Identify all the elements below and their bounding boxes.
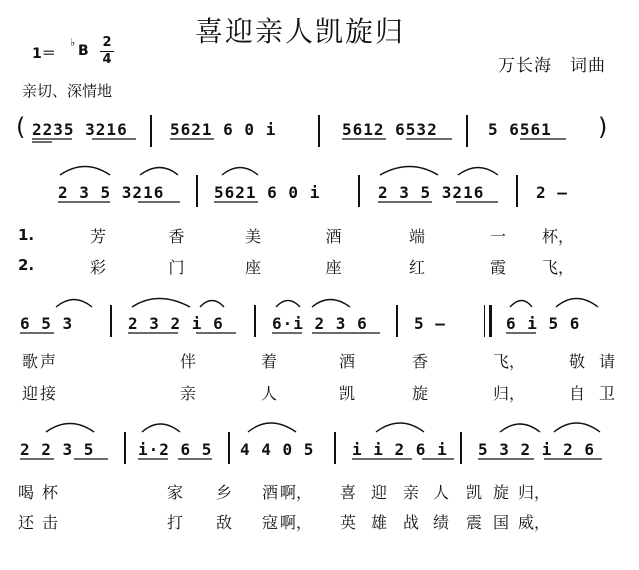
- system3-measure-2: i·2 6 5: [138, 440, 213, 459]
- slur: [140, 168, 178, 176]
- lyric-char: 伴: [179, 352, 196, 371]
- slur: [380, 167, 438, 176]
- verse-number-1: 1.: [18, 226, 35, 244]
- lyric-char: 啊，: [280, 483, 313, 502]
- key-signature-one: 1＝: [32, 46, 56, 62]
- slur: [132, 299, 190, 308]
- lyric-char: 酒: [325, 227, 342, 246]
- system3-measure-1: 2 2 3 5: [20, 440, 95, 459]
- system3-measure-4: i i 2 6 i: [352, 440, 448, 459]
- intro-measure-2: 5621 6 0 i: [170, 120, 277, 139]
- lyric-char: 飞，: [492, 352, 525, 371]
- lyric-char: 喝: [18, 483, 35, 502]
- system1-measure-4: 2 –: [536, 183, 568, 202]
- lyric-char: 接: [40, 384, 57, 403]
- lyric-char: 喜: [339, 483, 356, 502]
- lyric-char: 杯，: [541, 227, 574, 246]
- lyric-char: 座: [325, 258, 342, 277]
- slur: [222, 168, 258, 176]
- lyric-char: 请: [598, 352, 615, 371]
- lyric-char: 归，: [492, 384, 525, 403]
- composer-credit: 万长海 词曲: [498, 56, 606, 76]
- lyric-char: 打: [166, 513, 183, 532]
- lyric-char: 芳: [89, 227, 106, 246]
- lyric-char: 凯: [338, 384, 355, 403]
- lyric-char: 美: [244, 227, 261, 246]
- lyric-char: 啊，: [280, 513, 313, 532]
- slur: [248, 423, 296, 432]
- lyric-char: 门: [168, 258, 185, 277]
- system3-measure-3: 4 4 0 5: [240, 440, 315, 459]
- lyric-char: 酒: [261, 483, 278, 502]
- intro-open-paren: (: [16, 113, 26, 141]
- lyric-char: 彩: [89, 258, 106, 277]
- lyric-char: 迎: [370, 483, 387, 502]
- intro-measure-3: 5612 6532: [342, 120, 438, 139]
- lyric-char: 旋: [411, 384, 428, 403]
- lyric-char: 卫: [598, 384, 615, 403]
- lyric-char: 红: [408, 258, 425, 277]
- slur: [276, 301, 300, 308]
- lyric-char: 人: [432, 483, 449, 502]
- lyric-char: 战: [402, 513, 419, 532]
- slur: [312, 300, 350, 308]
- lyric-char: 座: [244, 258, 261, 277]
- lyric-char: 敌: [215, 513, 232, 532]
- slur: [458, 168, 498, 176]
- lyric-char: 家: [166, 483, 183, 502]
- lyric-char: 敬: [568, 352, 585, 371]
- time-signature-bottom: 4: [100, 51, 114, 68]
- system3-measure-5: 5 3 2 i 2 6: [478, 440, 595, 459]
- slurs: [46, 167, 600, 433]
- slur: [376, 423, 424, 432]
- lyric-char: 震: [465, 513, 482, 532]
- lyric-char: 旋: [492, 483, 509, 502]
- lyric-char: 乡: [215, 483, 232, 502]
- slur: [60, 167, 110, 176]
- slur: [142, 424, 180, 432]
- lyric-char: 国: [492, 513, 509, 532]
- lyric-char: 凯: [465, 483, 482, 502]
- slur: [56, 300, 92, 308]
- lyric-char: 酒: [338, 352, 355, 371]
- lyric-char: 威，: [517, 513, 550, 532]
- slur: [510, 301, 532, 308]
- lyric-char: 端: [408, 227, 425, 246]
- lyric-char: 声: [40, 352, 57, 371]
- system2-measure-4: 5 –: [414, 314, 446, 333]
- system2-measure-2: 2 3 2 i 6: [128, 314, 224, 333]
- verse-number-2: 2.: [18, 256, 35, 274]
- lyric-char: 歌: [21, 352, 38, 371]
- lyric-char: 寇: [261, 513, 278, 532]
- system2-measure-1: 6 5 3: [20, 314, 74, 333]
- lyric-char: 飞，: [541, 258, 574, 277]
- slur: [500, 424, 540, 432]
- lyric-char: 杯: [42, 483, 59, 502]
- lyric-char: 自: [568, 384, 585, 403]
- slur: [556, 299, 598, 308]
- slur: [46, 424, 94, 433]
- system2-measure-3: 6·i 2 3 6: [272, 314, 368, 333]
- lyric-char: 一: [489, 227, 506, 246]
- lyric-char: 雄: [370, 513, 387, 532]
- system1-measure-1: 2 3 5 3216: [58, 183, 165, 202]
- flat-sign: ♭: [70, 36, 76, 49]
- lyric-char: 香: [411, 352, 428, 371]
- lyric-char: 击: [42, 513, 59, 532]
- system1-measure-2: 5621 6 0 i: [214, 183, 321, 202]
- slur: [554, 423, 600, 432]
- song-title: 喜迎亲人凯旋归: [195, 15, 406, 48]
- intro-close-paren: ): [598, 113, 608, 141]
- time-signature-top: 2: [102, 35, 112, 50]
- lyric-char: 英: [339, 513, 356, 532]
- lyric-char: 着: [260, 352, 277, 371]
- lyric-char: 亲: [179, 384, 196, 403]
- lyric-char: 绩: [432, 513, 449, 532]
- system1-measure-3: 2 3 5 3216: [378, 183, 485, 202]
- system2-measure-5: 6 i 5 6: [506, 314, 581, 333]
- lyric-char: 迎: [21, 384, 38, 403]
- lyric-char: 霞: [489, 258, 506, 277]
- key-letter: B: [78, 43, 89, 59]
- slur: [200, 301, 224, 308]
- rhythm-underlines: [20, 139, 602, 459]
- lyric-char: 归，: [517, 483, 550, 502]
- intro-measure-1: 2235 3216: [32, 120, 128, 139]
- expression-marking: 亲切、深情地: [22, 82, 113, 100]
- intro-measure-4: 5 6561: [488, 120, 552, 139]
- lyric-char: 人: [260, 384, 277, 403]
- lyric-char: 香: [168, 227, 185, 246]
- lyric-char: 还: [18, 513, 35, 532]
- lyric-char: 亲: [402, 483, 419, 502]
